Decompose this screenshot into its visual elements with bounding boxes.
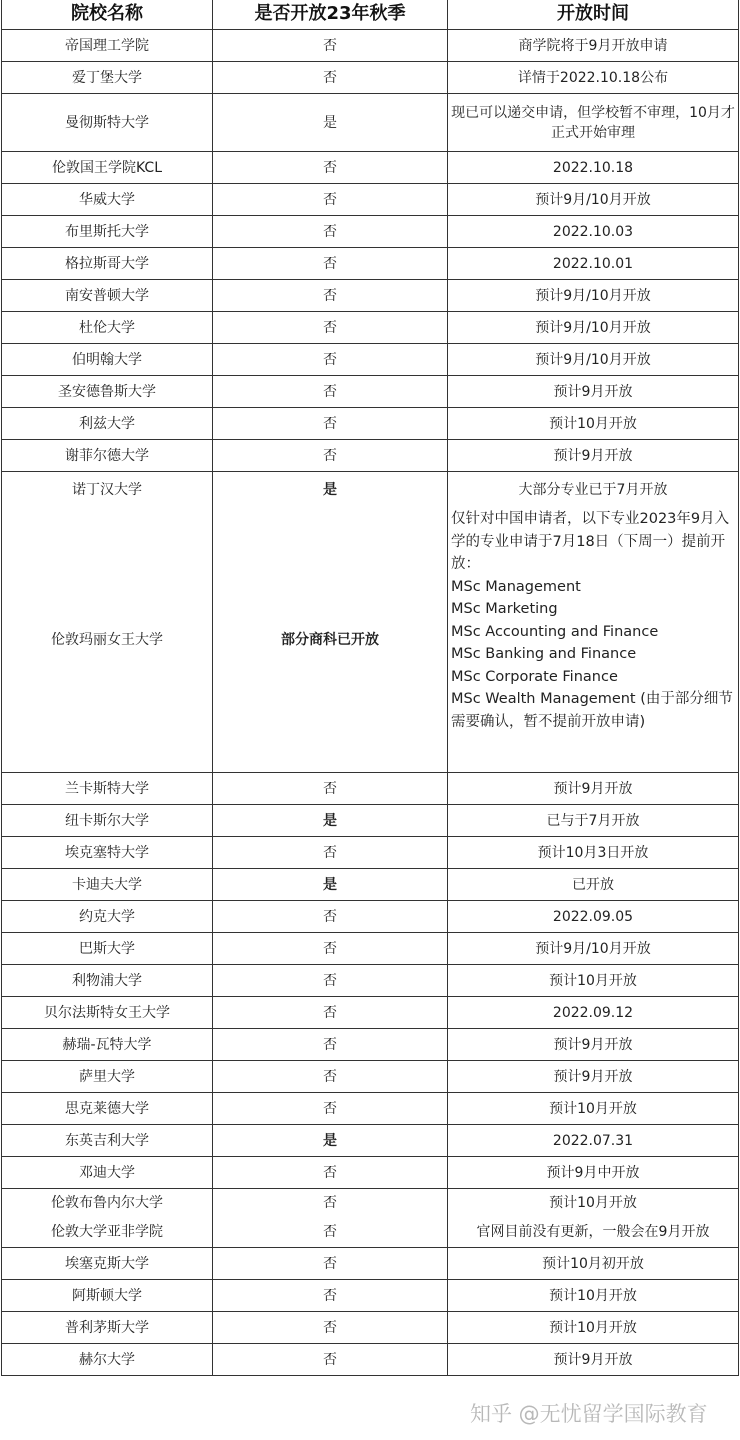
- school-name: 曼彻斯特大学: [2, 94, 213, 152]
- table-row: [2, 1029, 739, 1061]
- header-open-time: 开放时间: [448, 0, 739, 30]
- open-status: 否: [213, 1280, 448, 1312]
- qmul-program: MSc Marketing: [451, 601, 558, 617]
- open-status: 否: [213, 933, 448, 965]
- open-time-soas: 官网目前没有更新，一般会在9月开放: [476, 1224, 710, 1240]
- open-status: 否: [213, 312, 448, 344]
- open-time: 预计9月开放: [448, 1344, 739, 1376]
- open-status: 否: [213, 1157, 448, 1189]
- open-time: 现已可以递交申请，但学校暂不审理，10月才正式开始审理: [448, 94, 739, 152]
- table-row: [2, 62, 739, 94]
- open-status-qmul: 部分商科已开放: [281, 632, 379, 648]
- open-time: 已与于7月开放: [448, 805, 739, 837]
- school-name: 布里斯托大学: [2, 216, 213, 248]
- open-status: 是: [213, 94, 448, 152]
- open-time: 2022.10.03: [448, 216, 739, 248]
- open-time: 预计9月/10月开放: [448, 933, 739, 965]
- table-row: [2, 997, 739, 1029]
- school-name: 埃克塞特大学: [2, 837, 213, 869]
- school-name-cell: [2, 472, 213, 773]
- open-status: 否: [213, 773, 448, 805]
- school-name: 杜伦大学: [2, 312, 213, 344]
- school-name: 华威大学: [2, 184, 213, 216]
- table-row: [2, 376, 739, 408]
- table-row: [2, 184, 739, 216]
- table-row: [2, 408, 739, 440]
- open-time-cell: [448, 472, 739, 773]
- open-status: 否: [213, 344, 448, 376]
- school-name: 东英吉利大学: [2, 1125, 213, 1157]
- open-status: 否: [213, 1248, 448, 1280]
- table-row: [2, 869, 739, 901]
- open-status: 否: [213, 997, 448, 1029]
- open-status: 否: [213, 216, 448, 248]
- open-time: 预计9月/10月开放: [448, 280, 739, 312]
- table-row: [2, 216, 739, 248]
- table-row: [2, 1312, 739, 1344]
- school-name: 约克大学: [2, 901, 213, 933]
- open-time: 预计10月开放: [448, 408, 739, 440]
- open-status: 是: [213, 805, 448, 837]
- open-status: 否: [213, 184, 448, 216]
- open-status: 否: [213, 837, 448, 869]
- qmul-program: MSc Accounting and Finance: [451, 623, 659, 640]
- open-time: 预计10月开放: [448, 1280, 739, 1312]
- table-row: [2, 1093, 739, 1125]
- table-row: [2, 280, 739, 312]
- school-name: 纽卡斯尔大学: [2, 805, 213, 837]
- open-status: 否: [213, 30, 448, 62]
- open-time-qmul: [448, 508, 738, 772]
- school-name: 兰卡斯特大学: [2, 773, 213, 805]
- table-row: [2, 837, 739, 869]
- open-time-cell: [448, 1189, 739, 1248]
- qmul-program: MSc Management: [451, 578, 581, 595]
- school-name: 赫瑞-瓦特大学: [2, 1029, 213, 1061]
- open-time-nottingham: 大部分专业已于7月开放: [518, 482, 668, 498]
- open-time: 2022.10.18: [448, 152, 739, 184]
- table-row: [2, 773, 739, 805]
- open-status: 是: [213, 869, 448, 901]
- school-name: 普利茅斯大学: [2, 1312, 213, 1344]
- watermark: 知乎 @无忧留学国际教育: [470, 1402, 708, 1426]
- open-time: 预计9月开放: [448, 1029, 739, 1061]
- school-name: 格拉斯哥大学: [2, 248, 213, 280]
- qmul-program: MSc Wealth Management (由于部分细节需要确认，暂不提前开放申请): [451, 691, 733, 730]
- open-status: 否: [213, 901, 448, 933]
- open-status: 是: [213, 1125, 448, 1157]
- table-row: [2, 1157, 739, 1189]
- open-status-nottingham: 是: [323, 482, 337, 498]
- school-name: 利物浦大学: [2, 965, 213, 997]
- school-name: 阿斯顿大学: [2, 1280, 213, 1312]
- open-time: 预计9月开放: [448, 376, 739, 408]
- open-time: 预计9月/10月开放: [448, 312, 739, 344]
- table-row: [2, 1280, 739, 1312]
- school-name: 利兹大学: [2, 408, 213, 440]
- merged-row-nottingham-qmul: [2, 472, 739, 773]
- school-name-qmul: 伦敦玛丽女王大学: [51, 632, 163, 648]
- open-time: 2022.09.12: [448, 997, 739, 1029]
- open-status: 否: [213, 152, 448, 184]
- header-open-fall-2023: 是否开放23年秋季: [213, 0, 448, 30]
- table-row: [2, 965, 739, 997]
- school-name: 赫尔大学: [2, 1344, 213, 1376]
- open-status: 否: [213, 1344, 448, 1376]
- school-name: 圣安德鲁斯大学: [2, 376, 213, 408]
- open-time: 已开放: [448, 869, 739, 901]
- table-row: [2, 1344, 739, 1376]
- table-row: [2, 94, 739, 152]
- open-time: 预计9月/10月开放: [448, 344, 739, 376]
- table-row: [2, 1061, 739, 1093]
- school-name: 爱丁堡大学: [2, 62, 213, 94]
- open-status: 否: [213, 1093, 448, 1125]
- open-time: 预计9月开放: [448, 440, 739, 472]
- open-time: 预计9月/10月开放: [448, 184, 739, 216]
- open-status: 否: [213, 1029, 448, 1061]
- table-row: [2, 1125, 739, 1157]
- open-time-brunel: 预计10月开放: [549, 1195, 637, 1211]
- school-name: 谢菲尔德大学: [2, 440, 213, 472]
- open-time: 预计9月开放: [448, 773, 739, 805]
- open-time: 预计9月中开放: [448, 1157, 739, 1189]
- header-school-name: 院校名称: [2, 0, 213, 30]
- table-row: [2, 312, 739, 344]
- open-time: 预计9月开放: [448, 1061, 739, 1093]
- school-name: 南安普顿大学: [2, 280, 213, 312]
- open-time: 2022.09.05: [448, 901, 739, 933]
- open-time: 预计10月3日开放: [448, 837, 739, 869]
- open-time: 预计10月开放: [448, 1312, 739, 1344]
- open-status-brunel: 否: [323, 1195, 337, 1211]
- school-name-cell: [2, 1189, 213, 1248]
- table-row: [2, 248, 739, 280]
- school-name: 伦敦国王学院KCL: [2, 152, 213, 184]
- paired-row-brunel-soas: [2, 1189, 739, 1248]
- table-row: [2, 1248, 739, 1280]
- open-status: 否: [213, 440, 448, 472]
- university-application-table: [1, 0, 739, 1376]
- open-time: 预计10月开放: [448, 1093, 739, 1125]
- open-time: 详情于2022.10.18公布: [448, 62, 739, 94]
- table-row: [2, 901, 739, 933]
- open-status-soas: 否: [323, 1224, 337, 1240]
- school-name: 伯明翰大学: [2, 344, 213, 376]
- school-name: 贝尔法斯特女王大学: [2, 997, 213, 1029]
- school-name: 帝国理工学院: [2, 30, 213, 62]
- school-name: 邓迪大学: [2, 1157, 213, 1189]
- table-row: [2, 933, 739, 965]
- open-time: 预计10月开放: [448, 965, 739, 997]
- open-status-cell: [213, 472, 448, 773]
- school-name: 萨里大学: [2, 1061, 213, 1093]
- school-name: 埃塞克斯大学: [2, 1248, 213, 1280]
- open-status: 否: [213, 1061, 448, 1093]
- open-status-cell: [213, 1189, 448, 1248]
- school-name-brunel: 伦敦布鲁内尔大学: [51, 1195, 163, 1211]
- open-time: 2022.07.31: [448, 1125, 739, 1157]
- open-time: 预计10月初开放: [448, 1248, 739, 1280]
- school-name: 巴斯大学: [2, 933, 213, 965]
- school-name: 思克莱德大学: [2, 1093, 213, 1125]
- table-row: [2, 30, 739, 62]
- table-row: [2, 344, 739, 376]
- open-status: 否: [213, 1312, 448, 1344]
- open-status: 否: [213, 376, 448, 408]
- open-status: 否: [213, 965, 448, 997]
- school-name-nottingham: 诺丁汉大学: [72, 482, 142, 498]
- table-row: [2, 805, 739, 837]
- table-row: [2, 152, 739, 184]
- header-row: [2, 0, 739, 30]
- school-name: 卡迪夫大学: [2, 869, 213, 901]
- school-name-soas: 伦敦大学亚非学院: [51, 1224, 163, 1240]
- open-status: 否: [213, 280, 448, 312]
- qmul-program: MSc Corporate Finance: [451, 668, 618, 685]
- open-time: 商学院将于9月开放申请: [448, 30, 739, 62]
- open-status: 否: [213, 62, 448, 94]
- open-status: 否: [213, 408, 448, 440]
- open-status: 否: [213, 248, 448, 280]
- qmul-program: MSc Banking and Finance: [451, 646, 637, 662]
- table-row: [2, 440, 739, 472]
- qmul-intro: 仅针对中国申请者，以下专业2023年9月入学的专业申请于7月18日（下周一）提前开放：: [451, 511, 730, 572]
- open-time: 2022.10.01: [448, 248, 739, 280]
